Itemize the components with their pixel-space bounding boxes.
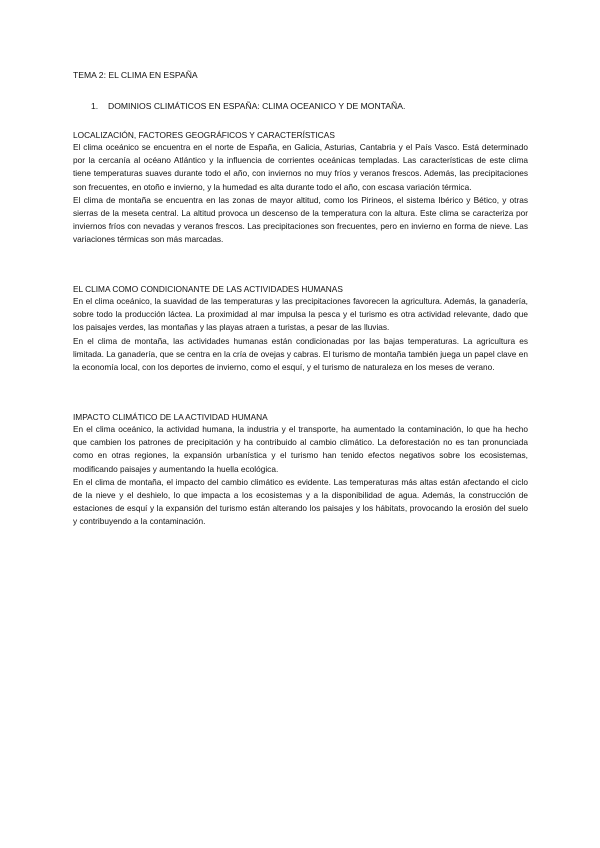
- section-heading: LOCALIZACIÓN, FACTORES GEOGRÁFICOS Y CARACTERÍSTICAS: [73, 130, 335, 140]
- section-impacto-climatico: [73, 412, 528, 529]
- list-item-text: DOMINIOS CLIMÁTICOS EN ESPAÑA: CLIMA OCEANICO Y DE MONTAÑA.: [108, 101, 406, 111]
- section-localizacion: [73, 130, 528, 247]
- section-actividades-humanas: [73, 284, 528, 374]
- paragraph: En el clima de montaña, el impacto del cambio climático es evidente. Las temperaturas más altas están afectando el ciclo de la nieve y el deshielo, lo que impacta a los ecosistemas y a la disponibilidad de agua. Además, la construcción de estaciones de esquí y la expansión del turismo están alterando los paisajes y los hábitats, provocando la erosión del suelo y contribuyendo a la contaminación.: [73, 476, 528, 527]
- document-title: TEMA 2: EL CLIMA EN ESPAÑA: [73, 70, 198, 80]
- paragraph: En el clima oceánico, la actividad humana, la industria y el transporte, ha aumentado la contaminación, lo que ha hecho que cambien los patrones de precipitación y ha contribuido al cambio climático. La deforestación no es tan pronunciada como en otras regiones, la expansión urbanística y el turismo han tenido efectos negativos sobre los ecosistemas, modificando paisajes y aumentando la huella ecológica.: [73, 424, 528, 474]
- paragraph: El clima de montaña se encuentra en las zonas de mayor altitud, como los Pirineos, el sistema Ibérico y Bético, y otras sierras de la meseta central. La altitud provoca un descenso de la temperatura con la altura. Este clima se caracteriza por inviernos fríos con nevadas y veranos frescos. Las precipitaciones son frecuentes, pero en invierno en forma de nieve. Las variaciones térmicas son más marcadas.: [73, 194, 528, 245]
- section-heading: IMPACTO CLIMÁTICO DE LA ACTIVIDAD HUMANA: [73, 412, 268, 422]
- section-heading: EL CLIMA COMO CONDICIONANTE DE LAS ACTIVIDADES HUMANAS: [73, 284, 343, 294]
- list-number: 1.: [91, 101, 99, 111]
- paragraph: En el clima oceánico, la suavidad de las temperaturas y las precipitaciones favorecen la agricultura. Además, la ganadería, sobre todo la producción láctea. La proximidad al mar impulsa la pesca y el turismo es otra actividad relevante, dado que los paisajes verdes, las montañas y las playas atraen a turistas, a pesar de las lluvias.: [73, 296, 528, 333]
- paragraph: El clima oceánico se encuentra en el norte de España, en Galicia, Asturias, Cantabria y el País Vasco. Está determinado por la cercanía al océano Atlántico y la influencia de corrientes oceánicas templadas. Las características de este clima tiene temperaturas suaves durante todo el año, con inviernos no muy fríos y veranos frescos. Además, las precipitaciones son frecuentes, en otoño e invierno, y la humedad es alta durante todo el año, con escasa variación térmica.: [73, 142, 528, 192]
- numbered-list-item: [91, 101, 405, 112]
- paragraph: En el clima de montaña, las actividades humanas están condicionadas por las bajas temperaturas. La agricultura es limitada. La ganadería, que se centra en la cría de ovejas y cabras. El turismo de montaña también juega un papel clave en la economía local, con los deportes de invierno, como el esquí, y el turismo de naturaleza en los meses de verano.: [73, 335, 528, 373]
